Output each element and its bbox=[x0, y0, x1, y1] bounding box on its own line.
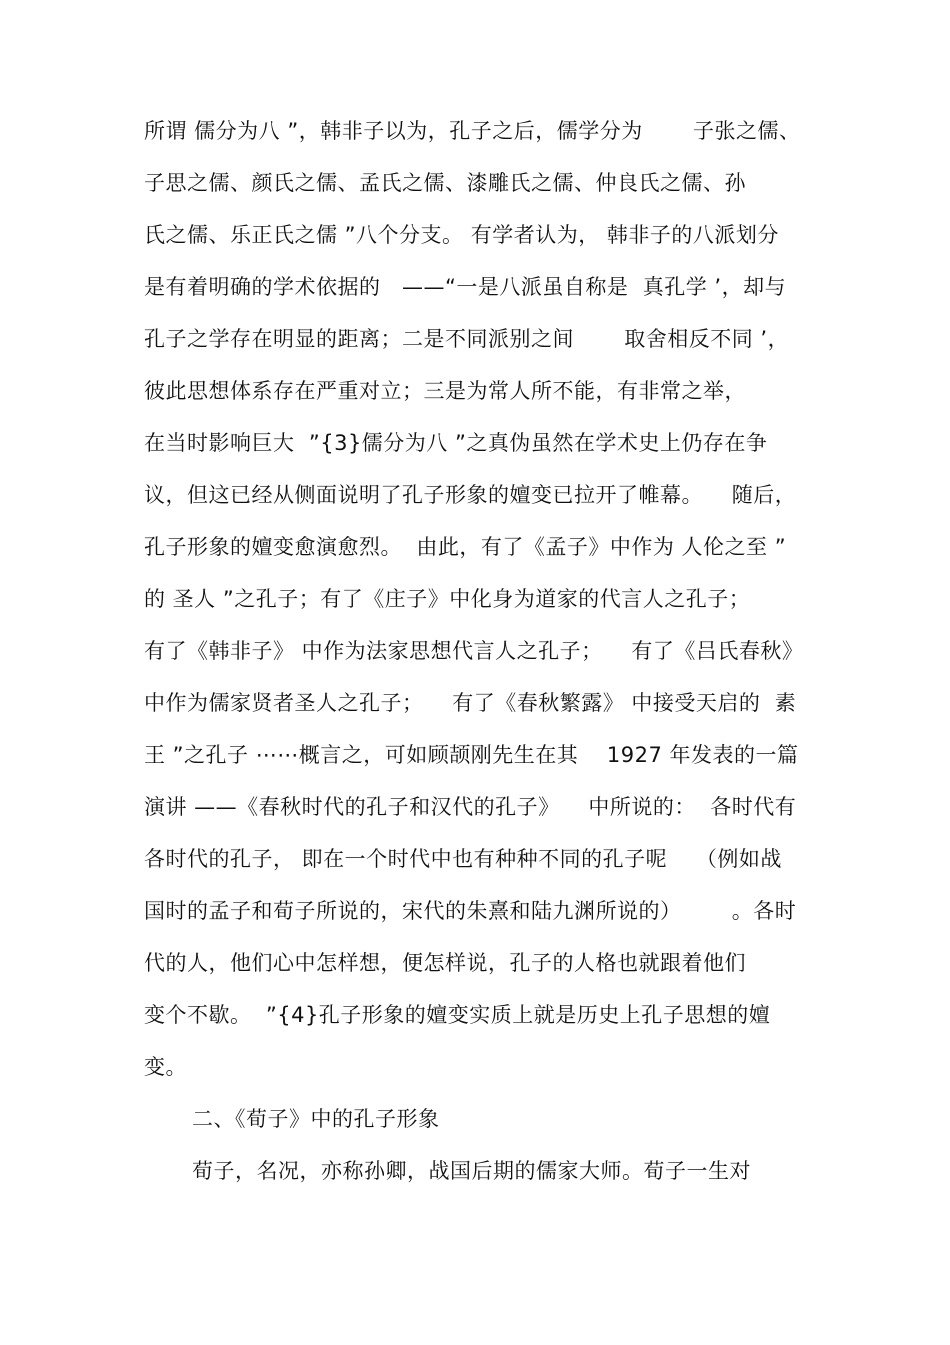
text-line: 国时的孟子和荀子所说的，宋代的朱熹和陆九渊所说的） 。各时 bbox=[144, 899, 797, 923]
text-line: 代的人，他们心中怎样想，便怎样说，孔子的人格也就跟着他们 bbox=[144, 951, 746, 975]
text-line: 中作为儒家贤者圣人之孔子； 有了《春秋繁露》 中接受天启的 素 bbox=[144, 691, 797, 715]
section-heading: 二、《荀子》中的孔子形象 bbox=[192, 1107, 440, 1131]
text-line: 在当时影响巨大 ”{3}儒分为八 ”之真伪虽然在学术史上仍存在争 bbox=[144, 431, 768, 455]
text-line: 王 ”之孔子 ⋯⋯概言之，可如顾颉刚先生在其 1927 年发表的一篇 bbox=[144, 743, 799, 767]
text-line: 有了《韩非子》 中作为法家思想代言人之孔子； 有了《吕氏春秋》 bbox=[144, 639, 804, 663]
text-line: 变个不歇。 ”{4}孔子形象的嬗变实质上就是历史上孔子思想的嬗 bbox=[144, 1003, 771, 1027]
text-line: 是有着明确的学术依据的 ——“一是八派虽自称是 真孔学 ’，却与 bbox=[144, 275, 787, 299]
text-line: 演讲 ——《春秋时代的孔子和汉代的孔子》 中所说的： 各时代有 bbox=[144, 795, 797, 819]
text-line: 孔子形象的嬗变愈演愈烈。 由此，有了《孟子》中作为 人伦之至 ” bbox=[144, 535, 787, 559]
text-line: 各时代的孔子， 即在一个时代中也有种种不同的孔子呢 （例如战 bbox=[144, 847, 782, 871]
text-line: 议，但这已经从侧面说明了孔子形象的嬗变已拉开了帷幕。 随后， bbox=[144, 483, 797, 507]
text-line: 所谓 儒分为八 ”，韩非子以为，孔子之后，儒学分为 子张之儒、 bbox=[144, 119, 801, 143]
text-line: 彼此思想体系存在严重对立；三是为常人所不能，有非常之举， bbox=[144, 379, 746, 403]
text-line: 子思之儒、颜氏之儒、孟氏之儒、漆雕氏之儒、仲良氏之儒、孙 bbox=[144, 171, 746, 195]
text-line: 氏之儒、乐正氏之儒 ”八个分支。 有学者认为， 韩非子的八派划分 bbox=[144, 223, 779, 247]
text-line: 孔子之学存在明显的距离；二是不同派别之间 取舍相反不同 ’， bbox=[144, 327, 790, 351]
paragraph-start: 荀子，名况，亦称孙卿，战国后期的儒家大师。荀子一生对 bbox=[192, 1159, 751, 1183]
text-line: 变。 bbox=[144, 1055, 187, 1079]
text-line: 的 圣人 ”之孔子；有了《庄子》中化身为道家的代言人之孔子； bbox=[144, 587, 751, 611]
